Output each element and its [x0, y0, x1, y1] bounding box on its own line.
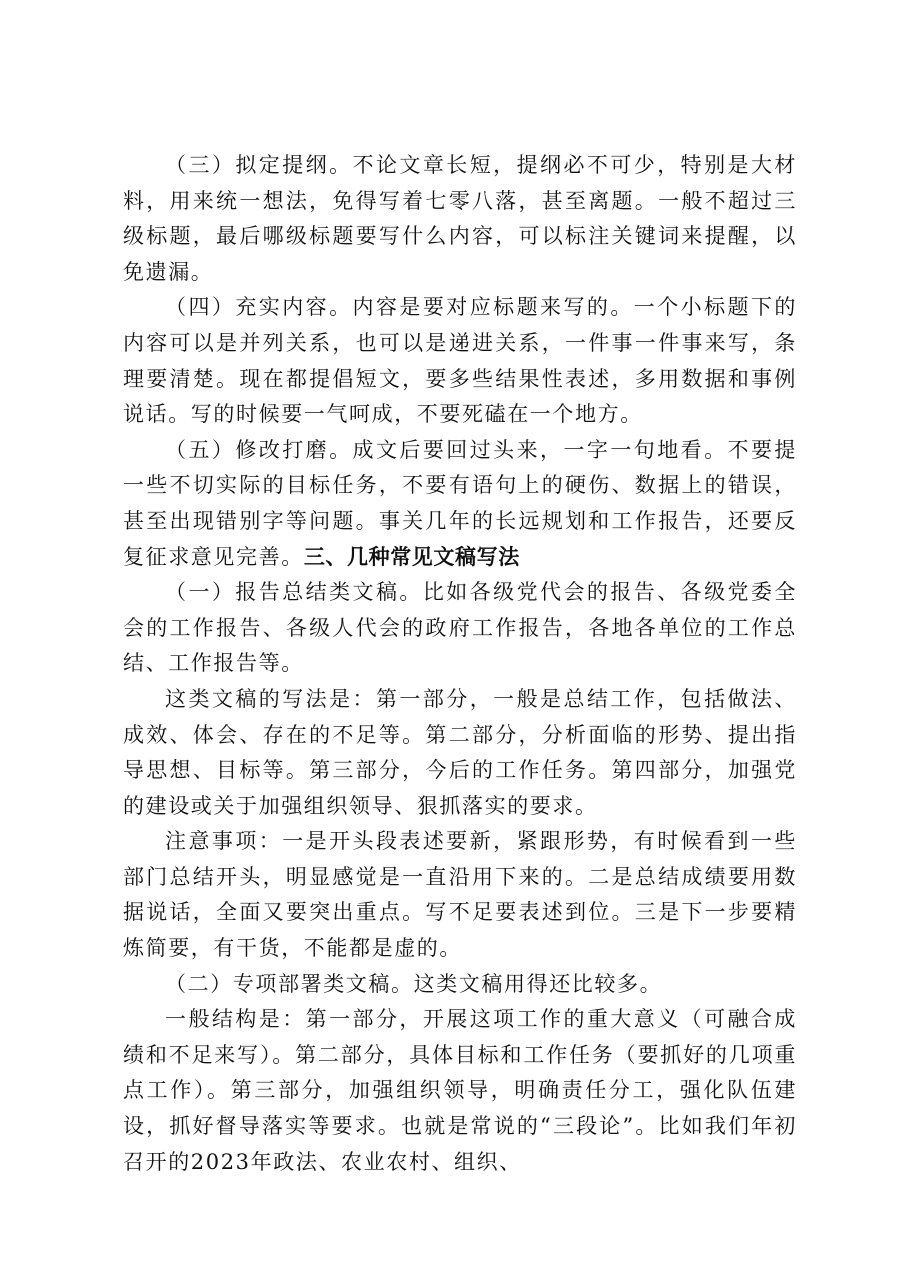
- paragraph-general-structure: 一般结构是：第一部分，开展这项工作的重大意义（可融合成绩和不足来写）。第二部分，具体目标和工作任务（要抓好的几项重点工作）。第三部分，加强组织领导，明确责任分工，强化队伍建设，抓好督导落实等要求。也就是常说的“三段论”。比如我们年初召开的2023年政法、农业农村、组织、: [123, 1007, 797, 1174]
- paragraph-draft-outline: （三）拟定提纲。不论文章长短，提纲必不可少，特别是大材料，用来统一想法，免得写着七零八落，甚至离题。一般不超过三级标题，最后哪级标题要写什么内容，可以标注关键词来提醒，以免遗漏。: [123, 153, 797, 284]
- paragraph-special-deployment: （二）专项部署类文稿。这类文稿用得还比较多。: [165, 971, 663, 996]
- paragraph-notes: 注意事项：一是开头段表述要新，紧跟形势，有时候看到一些部门总结开头，明显感觉是一直沿用下来的。二是总结成绩要用数据说话，全面又要突出重点。写不足要表述到位。三是下一步要精炼简要，有干货，不能都是虚的。: [123, 829, 797, 961]
- section-heading-common-drafts: 三、几种常见文稿写法: [303, 544, 520, 569]
- paragraph-revise-polish-text: （五）修改打磨。成文后要回过头来，一字一句地看。不要提一些不切实际的目标任务，不要有语句上的硬伤、数据上的错误，甚至出现错别字等问题。事关几年的长远规划和工作报告，还要反复征求意见完善。: [123, 437, 797, 569]
- paragraph-report-summary: （一）报告总结类文稿。比如各级党代会的报告、各级党委全会的工作报告、各级人代会的政府工作报告，各地各单位的工作总结、工作报告等。: [123, 580, 797, 676]
- paragraph-revise-polish: [123, 433, 797, 575]
- paragraph-enrich-content: （四）充实内容。内容是要对应标题来写的。一个小标题下的内容可以是并列关系，也可以是递进关系，一件事一件事来写，条理要清楚。现在都提倡短文，要多些结果性表述，多用数据和事例说话。写的时候要一气呵成，不要死磕在一个地方。: [123, 295, 797, 427]
- paragraph-writing-method: 这类文稿的写法是：第一部分，一般是总结工作，包括做法、成效、体会、存在的不足等。第二部分，分析面临的形势、提出指导思想、目标等。第三部分，今后的工作任务。第四部分，加强党的建设或关于加强组织领导、狠抓落实的要求。: [123, 686, 797, 818]
- document-page: [123, 148, 797, 1180]
